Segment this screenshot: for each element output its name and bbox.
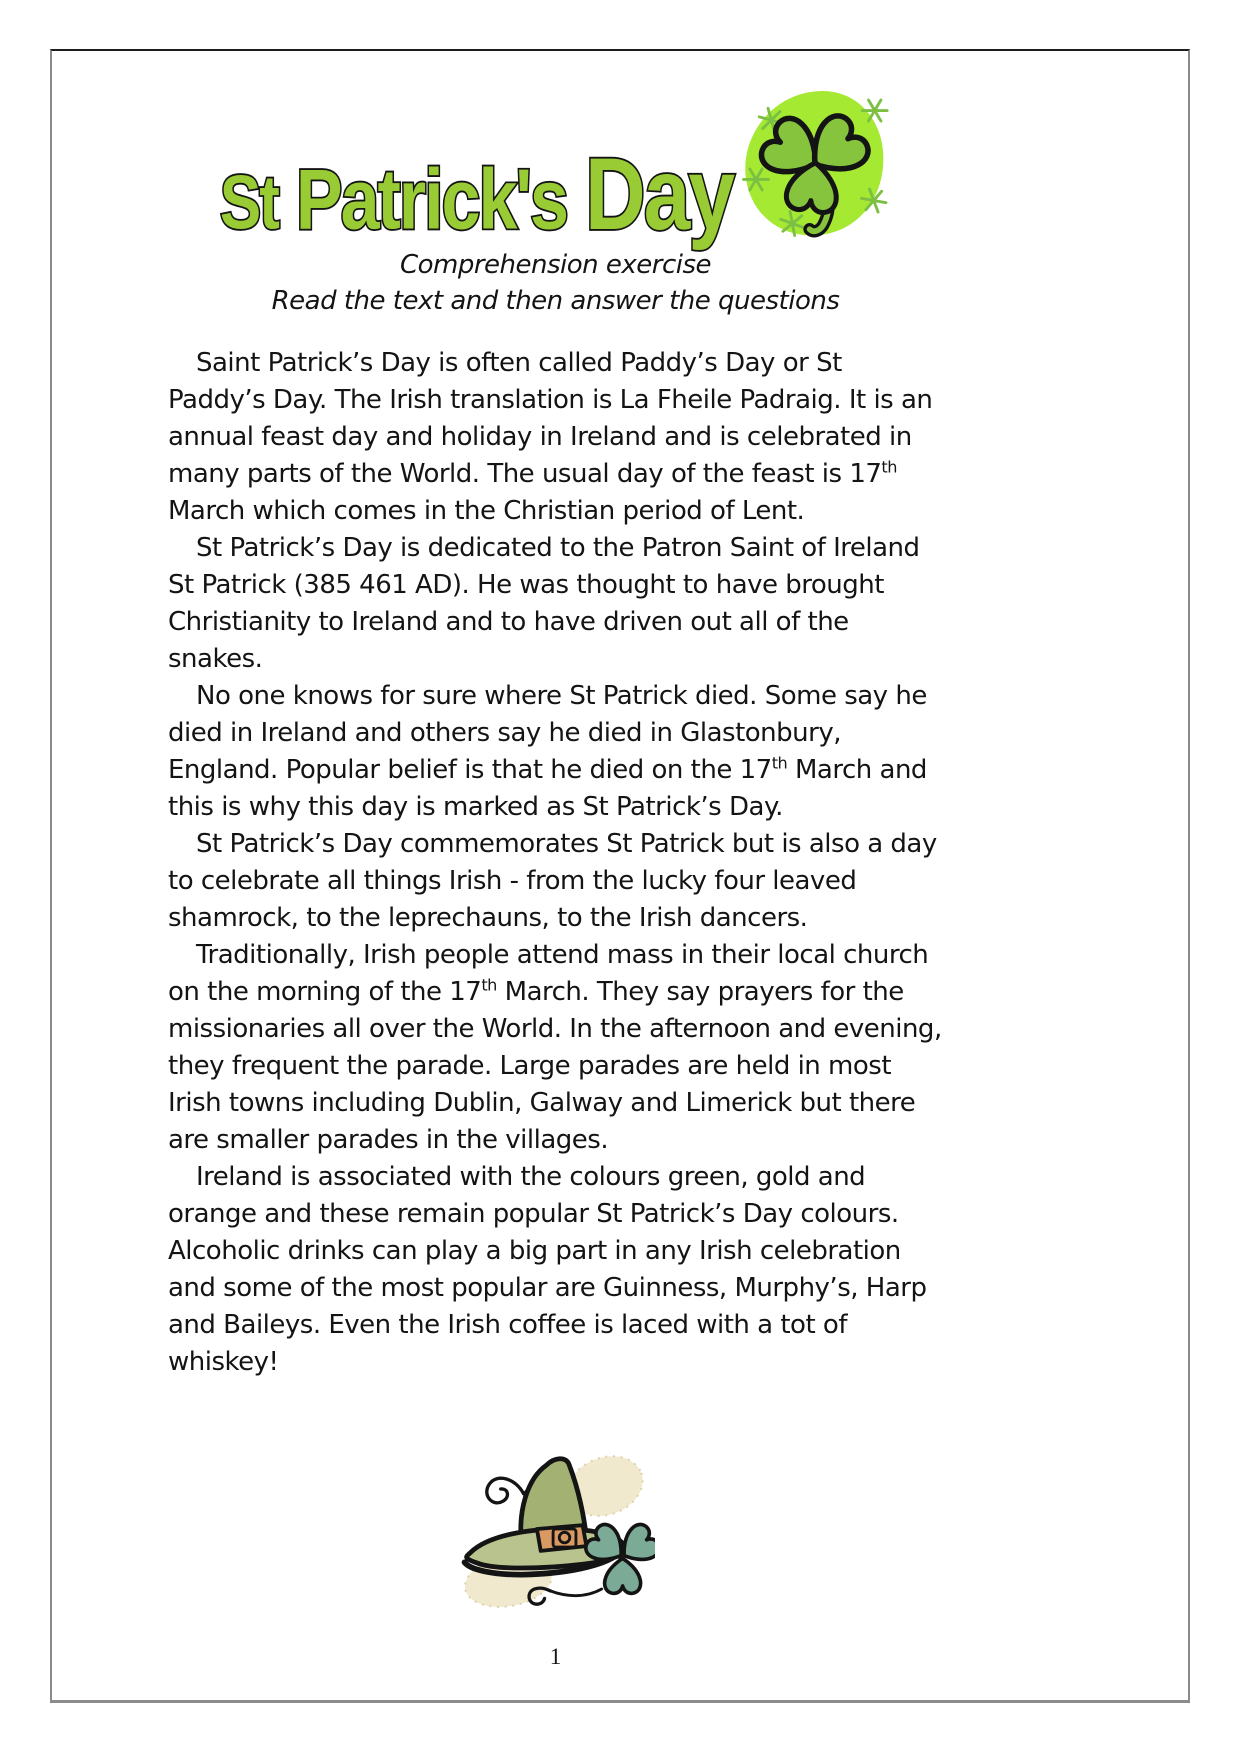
article: [168, 345, 943, 1381]
paragraph-text: St Patrick’s Day commemorates St Patrick but is also a day to celebrate all things Irish - from the lucky four leaved shamrock, to the leprechauns, to the Irish dancers.: [168, 829, 937, 933]
header: [168, 51, 943, 251]
paragraph-text: No one knows for sure where St Patrick died. Some say he died in Ireland and others say he died in Glastonbury, England. Popular belief is that he died on the 17: [168, 681, 927, 785]
paragraph: [168, 1159, 943, 1381]
page-title: [219, 136, 734, 251]
title-word: Patrick's: [295, 151, 567, 247]
shamrock-icon: [733, 85, 891, 253]
paragraph: [168, 530, 943, 678]
page-number: 1: [549, 1644, 562, 1669]
paragraph-text: March which comes in the Christian period of Lent.: [168, 496, 805, 526]
paragraph-text: St Patrick’s Day is dedicated to the Patron Saint of Ireland St Patrick (385 461 AD). He was thought to have brought Christianity to Ireland and to have driven out all of the snakes.: [168, 533, 920, 674]
paragraph: [168, 826, 943, 937]
ordinal-superscript: th: [881, 457, 897, 477]
subtitle-line-2: Read the text and then answer the questions: [271, 286, 840, 316]
ordinal-superscript: th: [481, 975, 497, 995]
paragraph: [168, 678, 943, 826]
content-column: [168, 51, 943, 1381]
paragraph-text: March and this is why this day is marked as St Patrick’s Day.: [168, 755, 927, 822]
worksheet-page: [50, 49, 1190, 1703]
leprechaun-hat-icon: [455, 1436, 655, 1621]
paragraph: [168, 345, 943, 530]
paragraph: [168, 937, 943, 1159]
paragraph-text: Saint Patrick’s Day is often called Paddy’s Day or St Paddy’s Day. The Irish translation is La Fheile Padraig. It is an annual feast day and holiday in Ireland and is celebrated in many parts of the World. The usual day of the feast is 17: [168, 348, 933, 489]
subtitle-line-1: Comprehension exercise: [399, 250, 712, 280]
paragraph-text: Ireland is associated with the colours green, gold and orange and these remain popular St Patrick’s Day colours. Alcoholic drinks can play a big part in any Irish celebration and some of the most popular are Guinness, Murphy’s, Harp and Baileys. Even the Irish coffee is laced with a tot of whiskey!: [168, 1162, 927, 1377]
paragraph-text: Traditionally, Irish people attend mass in their local church on the morning of the 17: [168, 940, 929, 1007]
ordinal-superscript: th: [771, 753, 788, 773]
title-word: Day: [584, 136, 734, 251]
paragraph-text: March. They say prayers for the missionaries all over the World. In the afternoon and evening, they frequent the parade. Large parades are held in most Irish towns including Dublin, Galway and Limerick but there are smaller parades in the villages.: [168, 977, 942, 1155]
title-word: St: [219, 161, 278, 246]
